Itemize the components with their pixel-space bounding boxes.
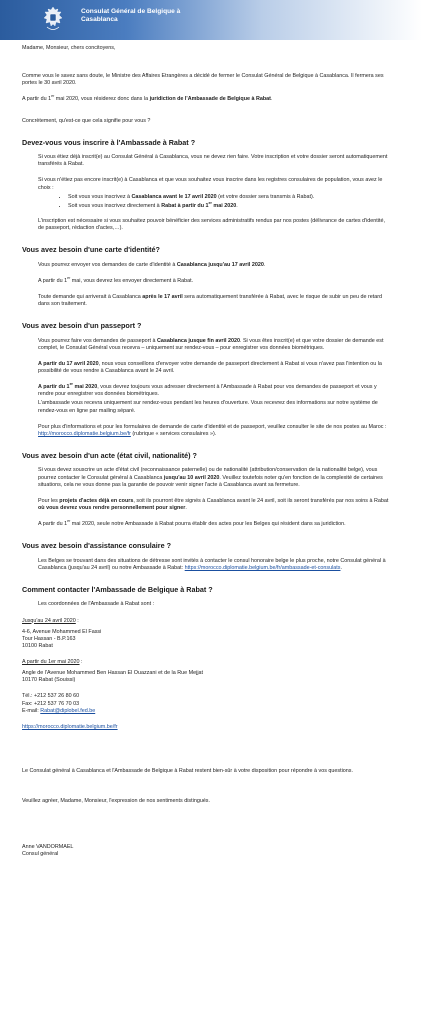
morocco-site-link[interactable]: http://morocco.diplomatie.belgium.be/fr [38,430,131,437]
consulate-name: Consulat Général de Belgique à Casablanca [81,8,181,24]
section-title: Vous avez besoin d'un passeport ? [22,321,142,331]
section-contact [22,585,392,731]
closing-salutation: Veuillez agréer, Madame, Monsieur, l'expression de nos sentiments distingués. [22,798,211,804]
paragraph: L'inscription est nécessaire si vous souhaitez pouvoir bénéficier des services administratifs rendus par nos postes (délivrance de cartes d'identité, de passeport, rédaction d'actes,…). [38,217,385,231]
paragraph: A partir du 17 avril 2020, nous vous conseillons d'envoyer votre demande de passeport directement à Rabat si vous n'avez pas l'intention ou la possibilité de vous rendre à Casablanca avant le 24 avril. [38,360,382,374]
intro-jurisdiction: A partir du 1er mai 2020, vous résiderez donc dans la juridiction de l'Ambassade de Belgique à Rabat. [22,94,273,103]
paragraph: Pour les projets d'actes déjà en cours, soit ils pourront être signés à Casablanca avant le 24 avril, soit ils seront transférés par nos soins à Rabat où vous devrez vous rendre personnellement pour signer. [38,497,389,511]
paragraph: Si vous étiez déjà inscrit(e) au Consulat Général à Casablanca, vous ne devez rien faire. Votre inscription et votre dossier seront automatiquement transférés à Rabat. [38,154,388,168]
section-civil-acts [22,451,392,528]
signature [22,844,392,858]
section-title: Vous avez besoin d'assistance consulaire ? [22,541,171,551]
section-passport [22,321,392,438]
signer-name: Anne VANDORMAEL [22,844,74,851]
greeting: Madame, Monsieur, chers concitoyens, [22,45,116,51]
belgian-coat-of-arms-icon [42,6,64,32]
paragraph: Pour plus d'informations et pour les formulaires de demande de carte d'identité et de passeport, veuillez consulter le site de nos postes au Maroc : http://morocco.diplomatie.belgium.be/fr (rubrique « services consulaires »). [38,423,387,437]
paragraph: Si vous devez souscrire un acte d'état civil (reconnaissance paternelle) ou de nationalité (attribution/conservation de la nationalité belge), vous pourrez contacter le Consulat général à Casablanca jusqu'au 10 avril 2020. Veuillez toutefois noter qu'en fonction de la complexité de certaines situations, cela ne vous donne pas la garantie de pouvoir venir signer l'acte à Casablanca avant sa fermeture. [38,467,383,488]
paragraph: Toute demande qui arriverait à Casablanca après le 17 avril sera automatiquement transférée à Rabat, avec le risque de subir un peu de retard dans son traitement. [38,293,383,307]
choice-list [38,194,392,210]
paragraph: Les Belges se trouvant dans des situations de détresse sont invités à contacter le consul honoraire belge le plus proche, notre Consulat général à Casablanca (jusqu'au 24 avril) ou notre Ambassade à Rabat: https://morocco.diplomatie.belgium.be/fr/ambassade-et-consulats. [38,557,386,571]
paragraph: A partir du 1er mai 2020, vous devrez toujours vous adresser directement à l'Ambassade à Rabat pour vos demandes de passeport et vous y rendre pour enregistrer vos données biométriques. [38,382,377,398]
paragraph: Les coordonnées de l'Ambassade à Rabat sont : [38,601,155,608]
paragraph: A partir du 1er mai 2020, seule notre Ambassade à Rabat pourra établir des actes pour les Belges qui résident dans sa juridiction. [38,519,346,527]
paragraph: Si vous n'étiez pas encore inscrit(e) à Casablanca et que vous souhaitez vous inscrire dans les registres consulaires de population, vous avez le choix : [38,177,383,191]
section-title: Comment contacter l'Ambassade de Belgique à Rabat ? [22,584,213,594]
address-new: Angle de l'Avenue Mohammed Ben Hassan El Ouazzani et de la Rue Mejjat 10170 Rabat (Souissi) [22,670,204,684]
section-identity-card [22,245,392,308]
intro-closure: Comme vous le savez sans doute, le Ministre des Affaires Etrangères a décidé de fermer le Consulat Général de Belgique à Casablanca. Il fermera ses portes le 30 avril 2020. [22,73,384,87]
section-title: Vous avez besoin d'une carte d'identité? [22,245,160,255]
period-label: Jusqu'au 24 avril 2020 : [22,617,79,624]
section-title: Devez-vous vous inscrire à l'Ambassade à Rabat ? [22,137,196,147]
page-header [0,0,422,40]
section-title: Vous avez besoin d'un acte (état civil, nationalité) ? [22,450,197,460]
paragraph: Vous pourrez envoyer vos demandes de carte d'identité à Casablanca jusqu'au 17 avril 2020. [38,261,266,268]
paragraph: Vous pourrez faire vos demandes de passeport à Casablanca jusque fin avril 2020. Si vous êtes inscrit(e) et que votre dossier de demande est complet, le Consulat Général vous recevra – uniquement sur rendez-vous – pour enregistrer vos données biométriques. [38,337,384,351]
intro-question: Concrètement, qu'est-ce que cela signifie pour vous ? [22,117,151,124]
section-consular-assistance [22,541,392,572]
contact-details: Tél.: +212 537 26 80 60 Fax: +212 537 76 70 03 E-mail: Rabat@diplobel.fed.be [22,693,96,714]
letter-body [22,45,392,867]
paragraph: A partir du 1er mai, vous devrez les envoyer directement à Rabat. [38,275,194,284]
email-link[interactable]: Rabat@diplobel.fed.be [40,707,96,714]
website-link[interactable]: https://morocco.diplomatie.belgium.be/fr [22,723,118,730]
signer-role: Consul général [22,851,59,858]
list-item: • Soit vous vous inscrivez à Casablanca avant le 17 avril 2020 (et votre dossier sera transmis à Rabat). [68,194,392,201]
list-item: • Soit vous vous inscrivez directement à Rabat à partir du 1er mai 2020. [68,203,392,210]
period-label: A partir du 1er mai 2020 : [22,659,83,665]
address-current: 4-6, Avenue Mohammed El Fassi Tour Hassan - B.P.163 10100 Rabat [22,628,102,649]
embassy-consulates-link[interactable]: https://morocco.diplomatie.belgium.be/fr/ambassade-et-consulats [184,564,341,571]
paragraph: L'ambassade vous recevra uniquement sur rendez-vous pendant les heures d'ouverture. Vous recevrez des informations sur notre système de rendez-vous en ligne par mailing séparé. [38,400,378,414]
closing-availability: Le Consulat général à Casablanca et l'Ambassade de Belgique à Rabat restent bien-sûr à votre disposition pour répondre à vos questions. [22,767,353,774]
contact-website [22,724,392,731]
section-registration [22,138,392,233]
